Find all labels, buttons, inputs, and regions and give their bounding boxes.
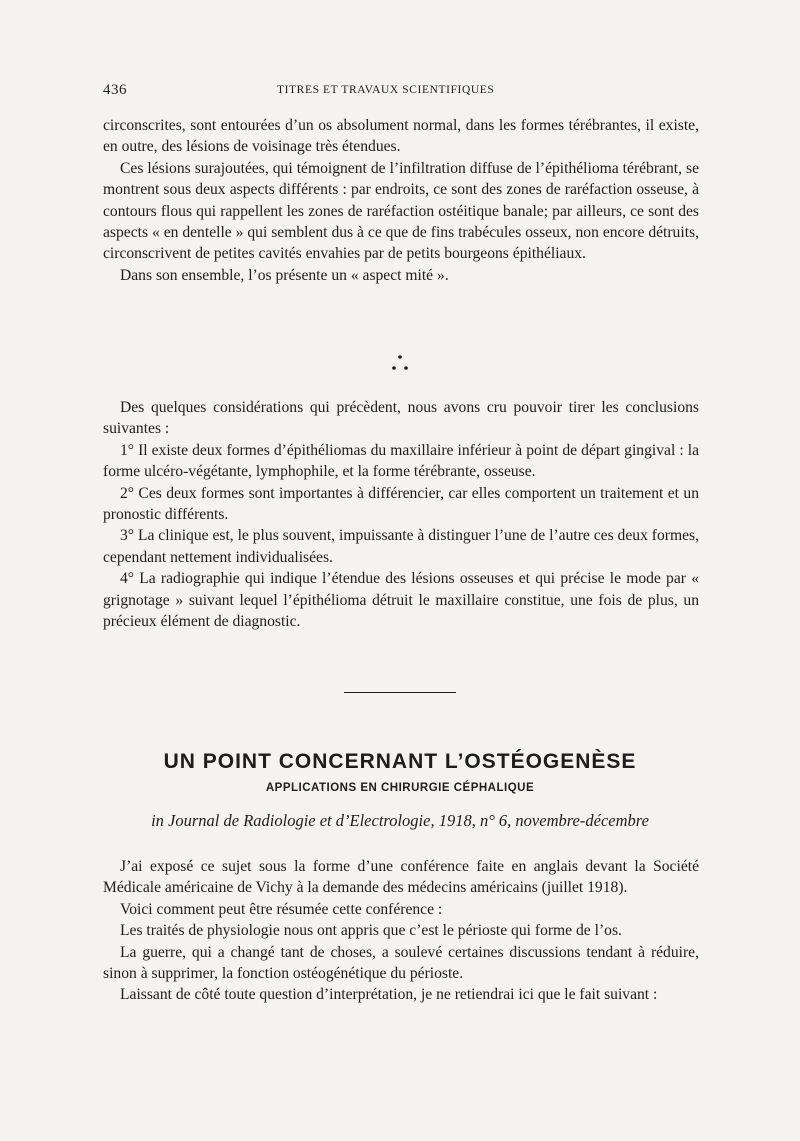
section-continuation	[103, 115, 699, 286]
paragraph: Laissant de côté toute question d’interprétation, je ne retiendrai ici que le fait suivant :	[120, 986, 658, 1004]
conclusions-section	[103, 397, 699, 632]
asterism-separator	[388, 353, 412, 375]
running-head	[103, 82, 703, 102]
paragraph: La guerre, qui a changé tant de choses, a soulevé certaines discussions tendant à réduire, sinon à supprimer, la fonction ostéogénétique du périoste.	[103, 943, 699, 983]
paragraph: J’ai exposé ce sujet sous la forme d’une conférence faite en anglais devant la Société Médicale américaine de Vichy à la demande des médecins américains (juillet 1918).	[103, 858, 699, 897]
chapter-title: UN POINT CONCERNANT L’OSTÉOGENÈSE	[163, 750, 637, 773]
paragraph: Les traités de physiologie nous ont appris que c’est le périoste qui forme de l’os.	[120, 922, 622, 940]
conclusion-item: 1° Il existe deux formes d’épithéliomas du maxillaire inférieur à point de départ gingival : la forme ulcéro-végétante, lymphophile, et la forme térébrante, osseuse.	[103, 441, 699, 481]
conclusion-item: 2° Ces deux formes sont importantes à différencier, car elles comportent un traitement et un pronostic différents.	[103, 484, 699, 524]
paragraph: circonscrites, sont entourées d’un os absolument normal, dans les formes térébrantes, il existe, en outre, des lésions de voisinage très étendues.	[103, 117, 699, 156]
running-head-title: TITRES ET TRAVAUX SCIENTIFIQUES	[277, 84, 495, 96]
conclusion-item: 3° La clinique est, le plus souvent, impuissante à distinguer l’une de l’autre ces deux formes, cependant nettement individualisées.	[103, 527, 699, 566]
chapter-subtitle: APPLICATIONS EN CHIRURGIE CÉPHALIQUE	[265, 782, 535, 794]
chapter-body	[103, 856, 699, 1006]
paragraph: Ces lésions surajoutées, qui témoignent de l’infiltration diffuse de l’épithélioma térébrant, se montrent sous deux aspects différents : par endroits, ce sont des zones de raréfaction osseuse, à contours flous qui rappellent les zones de raréfaction ostéitique banale; par ailleurs, ce sont des aspects « en dentelle » qui semblent dus à ce que de fins trabécules osseux, non encore détruits, circonscrivent de petites cavités envahies par de petits bourgeons épithéliaux.	[103, 159, 699, 263]
asterism-icon	[388, 353, 412, 375]
paragraph: Voici comment peut être résumée cette conférence :	[120, 900, 443, 918]
paragraph: Des quelques considérations qui précèdent, nous avons cru pouvoir tirer les conclusions suivantes :	[103, 399, 699, 438]
page-number: 436	[103, 82, 127, 98]
paragraph: Dans son ensemble, l’os présente un « aspect mité ».	[120, 266, 449, 284]
journal-citation: in Journal de Radiologie et d’Electrologie, 1918, n° 6, novembre-décembre	[151, 811, 649, 830]
conclusion-item: 4° La radiographie qui indique l’étendue des lésions osseuses et qui précise le mode par « grignotage » suivant lequel l’épithélioma détruit le maxillaire constitue, une fois de plus, un précieux élément de diagnostic.	[103, 570, 699, 631]
section-divider	[344, 692, 456, 693]
